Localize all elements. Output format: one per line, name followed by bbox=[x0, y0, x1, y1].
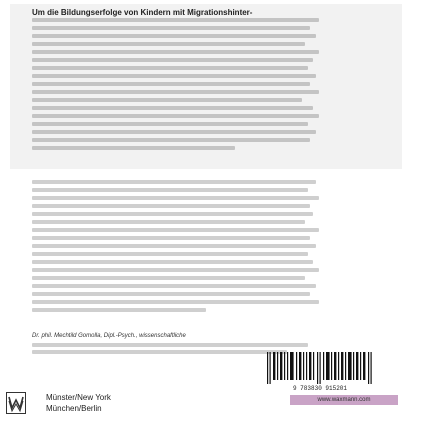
publisher-website: www.waxmann.com bbox=[290, 395, 398, 405]
barcode bbox=[265, 352, 375, 392]
publisher-city-line-2: München/Berlin bbox=[46, 404, 102, 413]
publisher-logo-icon bbox=[6, 392, 26, 414]
intro-text-lines bbox=[32, 18, 322, 154]
isbn-number: 9 783830 915201 bbox=[292, 385, 347, 392]
intro-text: Um die Bildungserfolge von Kindern mit Migrationshinter- bbox=[32, 8, 253, 17]
publisher-cities bbox=[46, 392, 111, 414]
publisher-city-line-1: Münster/New York bbox=[46, 393, 111, 402]
barcode-icon bbox=[265, 352, 375, 384]
body-text-lines bbox=[32, 180, 322, 316]
author-text: Dr. phil. Mechtild Gomolla, Dipl.-Psych., wissenschaftliche bbox=[32, 333, 186, 339]
